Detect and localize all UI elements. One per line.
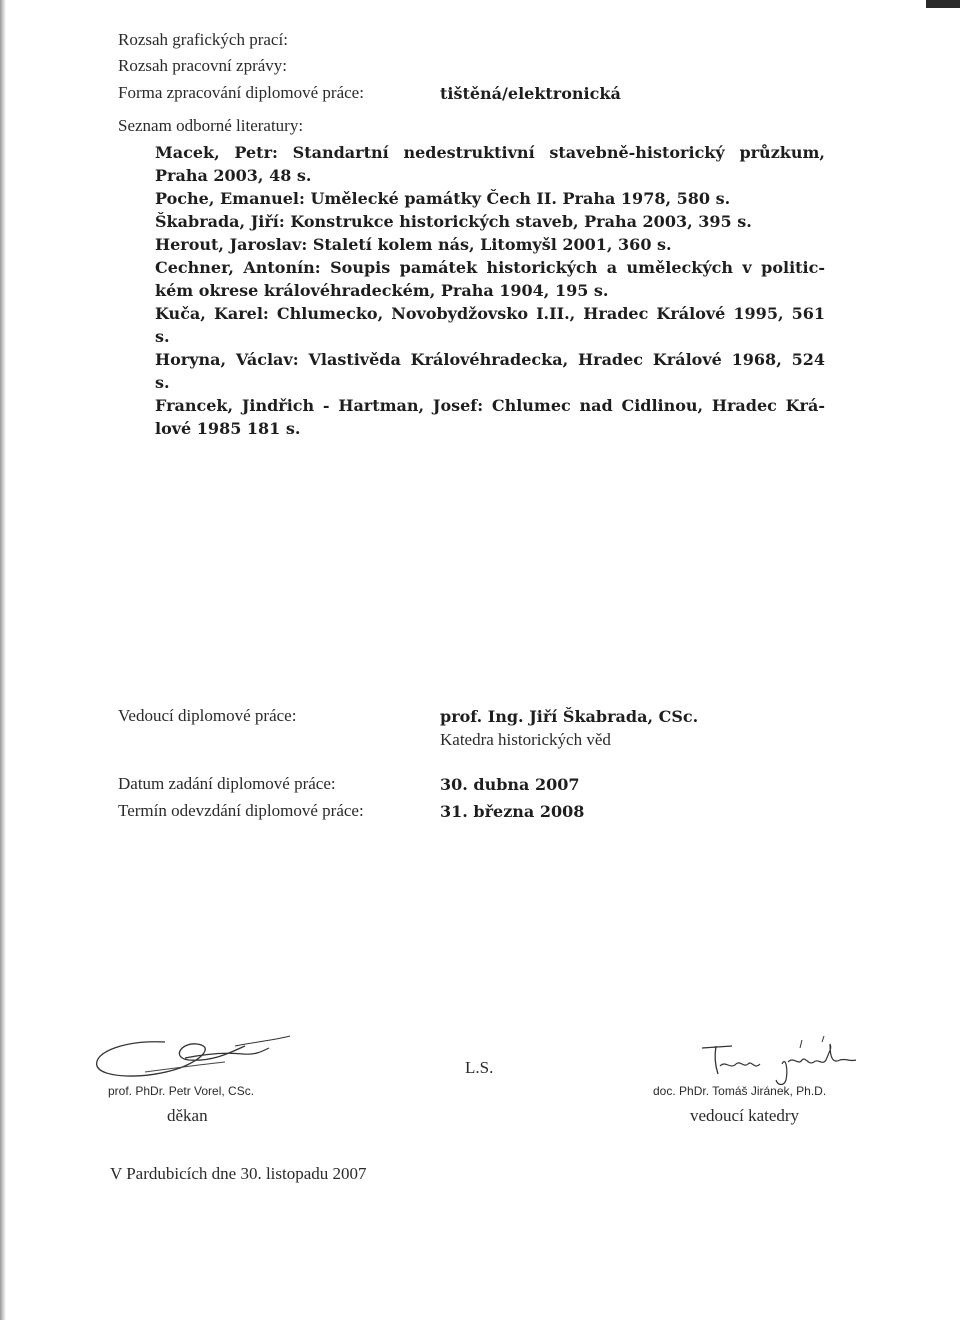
field-label: Seznam odborné literatury: [118,116,304,135]
date-label: Datum zadání diplomové práce: [118,774,336,793]
dean-role: děkan [167,1106,208,1125]
supervisor-name: prof. Ing. Jiří Škabrada, CSc. [440,707,699,726]
literature-line: Kuča, Karel: Chlumecko, Novobydžovsko I.II., Hradec Králové 1995, 561 [155,304,825,323]
field-report-scope [0,56,960,80]
department-head-signature [690,1030,870,1088]
literature-line: Macek, Petr: Standartní nedestruktivní stavebně-historický průzkum, [155,143,825,162]
literature-line: Praha 2003, 48 s. [155,166,312,185]
date-assigned-row [0,774,960,798]
date-value: 30. dubna 2007 [440,775,580,794]
department-head-role: vedoucí katedry [690,1106,800,1125]
supervisor-department: Katedra historických věd [440,730,611,749]
literature-line: Francek, Jindřich - Hartman, Josef: Chlumec nad Cidlinou, Hradec Krá- [155,396,825,415]
field-graphic-scope [0,30,960,54]
literature-line: kém okrese královéhradeckém, Praha 1904, 195 s. [155,281,609,300]
department-head-block [653,1084,826,1098]
field-label: Forma zpracování diplomové práce: [118,83,364,102]
date-label: Termín odevzdání diplomové práce: [118,801,364,820]
dean-block [108,1084,254,1098]
field-form [0,83,960,107]
field-label: Rozsah pracovní zprávy: [118,56,287,75]
literature-line: Škabrada, Jiří: Konstrukce historických staveb, Praha 2003, 395 s. [155,212,752,231]
literature-list [155,143,835,443]
literature-line: Herout, Jaroslav: Staletí kolem nás, Litomyšl 2001, 360 s. [155,235,672,254]
field-value: tištěná/elektronická [440,84,621,103]
literature-line: Cechner, Antonín: Soupis památek historických a uměleckých v politic- [155,258,825,277]
date-value: 31. března 2008 [440,802,585,821]
literature-line: Horyna, Václav: Vlastivěda Královéhradecka, Hradec Králové 1968, 524 [155,350,825,369]
department-head-name: doc. PhDr. Tomáš Jiránek, Ph.D. [653,1084,827,1098]
literature-line: Poche, Emanuel: Umělecké památky Čech II. Praha 1978, 580 s. [155,189,731,208]
supervisor-row [0,706,960,730]
field-literature [0,116,960,140]
literature-line: s. [155,373,170,392]
scan-corner-mark [926,0,960,8]
place-date: V Pardubicích dne 30. listopadu 2007 [110,1164,367,1183]
seal-label: L.S. [465,1058,494,1077]
dean-signature [85,1028,295,1090]
date-deadline-row [0,801,960,825]
supervisor-department-row [0,730,960,754]
literature-line: s. [155,327,170,346]
scan-edge-shadow [0,0,6,1320]
literature-line: lové 1985 181 s. [155,419,301,438]
field-label: Rozsah grafických prací: [118,30,288,49]
supervisor-label: Vedoucí diplomové práce: [118,706,297,725]
dean-name: prof. PhDr. Petr Vorel, CSc. [108,1084,255,1098]
